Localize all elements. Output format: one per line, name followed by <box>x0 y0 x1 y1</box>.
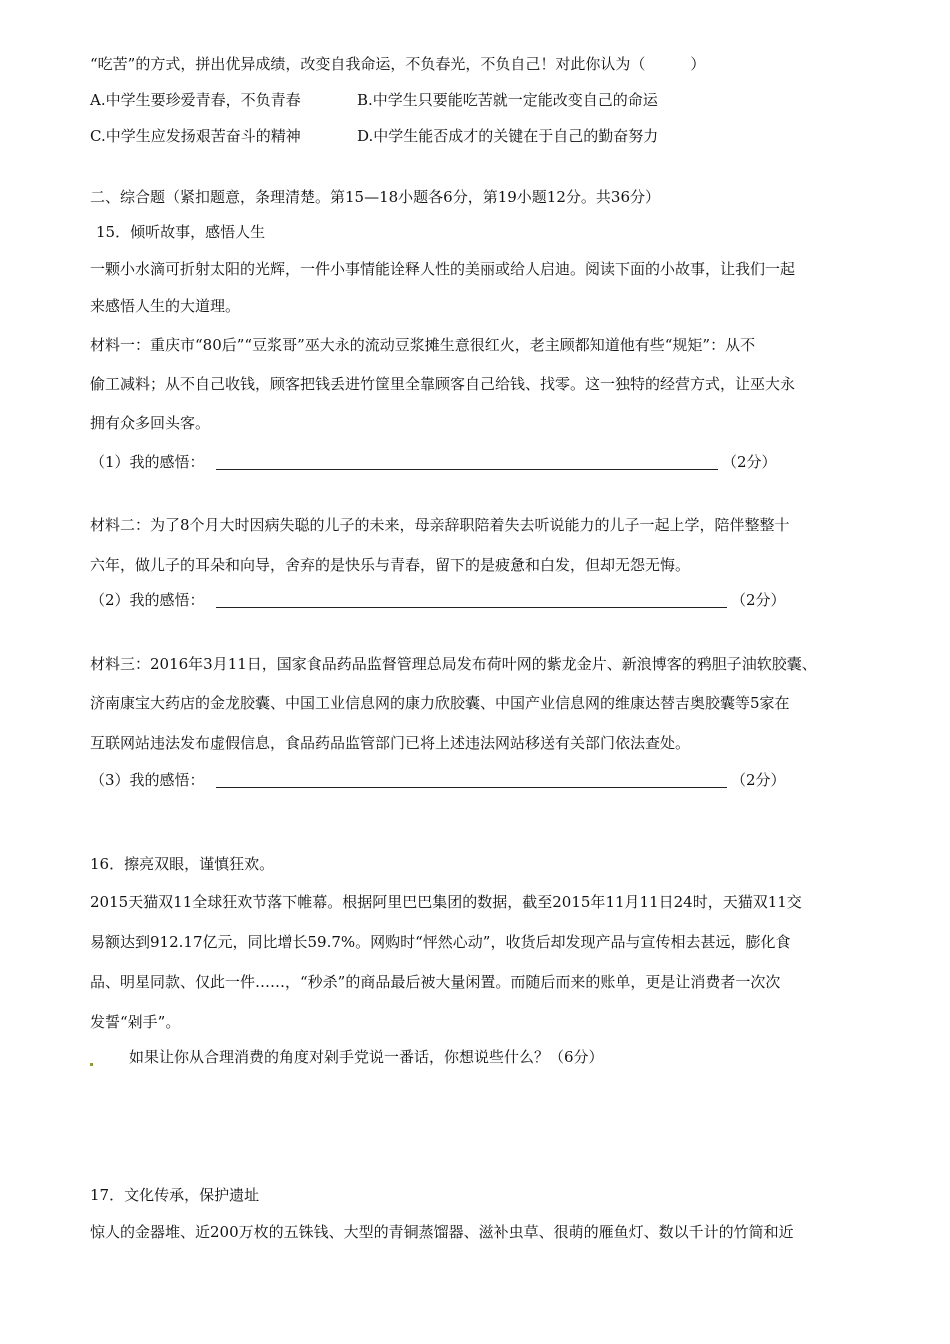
question-16-line-2: 易额达到912.17亿元，同比增长59.7%。网购时“怦然心动”，收货后却发现产品与宣传相去甚远，膨化食 <box>90 933 791 951</box>
answer-3-label: （3）我的感悟： <box>90 771 205 789</box>
answer-3-points: （2分） <box>731 771 786 789</box>
question-17-line-1: 惊人的金器堆、近200万枚的五铢钱、大型的青铜蒸馏器、滋补虫草、很萌的雁鱼灯、数以千计的竹简和近 <box>90 1223 794 1241</box>
option-d: D.中学生能否成才的关键在于自己的勤奋努力 <box>357 127 659 145</box>
option-a: A.中学生要珍爱青春，不负青春 <box>90 91 301 109</box>
material-3-line-1: 材料三：2016年3月11日，国家食品药品监督管理总局发布荷叶网的紫龙金片、新浪博客的鸦胆子油软胶囊、 <box>90 655 817 673</box>
question-16-title: 16．擦亮双眼，谨慎狂欢。 <box>90 855 275 873</box>
material-1-line-3: 拥有众多回头客。 <box>90 414 211 432</box>
material-3-line-3: 互联网站违法发布虚假信息，食品药品监管部门已将上述违法网站移送有关部门依法查处。 <box>90 734 691 752</box>
question-14-stem-end: “吃苦”的方式，拼出优异成绩，改变自我命运，不负春光，不负自己！对此你认为（ ） <box>90 55 706 73</box>
option-c: C.中学生应发扬艰苦奋斗的精神 <box>90 127 301 145</box>
answer-1-label: （1）我的感悟： <box>90 453 205 471</box>
question-16-line-4: 发誓“剁手”。 <box>90 1013 181 1031</box>
question-15-title: 15．倾听故事，感悟人生 <box>96 223 266 241</box>
answer-2-points: （2分） <box>731 591 786 609</box>
material-3-line-2: 济南康宝大药店的金龙胶囊、中国工业信息网的康力欣胶囊、中国产业信息网的维康达替吉奥胶囊等5家在 <box>90 694 790 712</box>
question-16-prompt: 如果让你从合理消费的角度对剁手党说一番话，你想说些什么？（6分） <box>129 1048 604 1066</box>
answer-2-blank[interactable] <box>216 607 727 608</box>
answer-1-blank[interactable] <box>216 469 718 470</box>
material-2-line-1: 材料二：为了8个月大时因病失聪的儿子的未来，母亲辞职陪着失去听说能力的儿子一起上学，陪伴整整十 <box>90 516 790 534</box>
question-15-intro-line-2: 来感悟人生的大道理。 <box>90 297 241 315</box>
material-1-line-2: 偷工减料；从不自己收钱，顾客把钱丢进竹筐里全靠顾客自己给钱、找零。这一独特的经营方式，让巫大永 <box>90 375 796 393</box>
material-1-line-1: 材料一：重庆市“80后”“豆浆哥”巫大永的流动豆浆摊生意很红火，老主顾都知道他有些“规矩”：从不 <box>90 336 756 354</box>
section-2-heading: 二、综合题（紧扣题意，条理清楚。第15—18小题各6分，第19小题12分。共36分） <box>90 188 660 206</box>
bullet-marker <box>90 1063 93 1066</box>
answer-2-label: （2）我的感悟： <box>90 591 205 609</box>
question-16-line-3: 品、明星同款、仅此一件……，“秒杀”的商品最后被大量闲置。而随后而来的账单，更是让消费者一次次 <box>90 973 781 991</box>
option-b: B.中学生只要能吃苦就一定能改变自己的命运 <box>357 91 658 109</box>
answer-1-points: （2分） <box>722 453 777 471</box>
material-2-line-2: 六年，做儿子的耳朵和向导，舍弃的是快乐与青春，留下的是疲惫和白发，但却无怨无悔。 <box>90 556 691 574</box>
answer-3-blank[interactable] <box>216 787 727 788</box>
question-17-title: 17．文化传承，保护遗址 <box>90 1186 260 1204</box>
question-16-line-1: 2015天猫双11全球狂欢节落下帷幕。根据阿里巴巴集团的数据，截至2015年11月11日24时，天猫双11交 <box>90 893 802 911</box>
question-15-intro-line-1: 一颗小水滴可折射太阳的光辉，一件小事情能诠释人性的美丽或给人启迪。阅读下面的小故事，让我们一起 <box>90 260 796 278</box>
